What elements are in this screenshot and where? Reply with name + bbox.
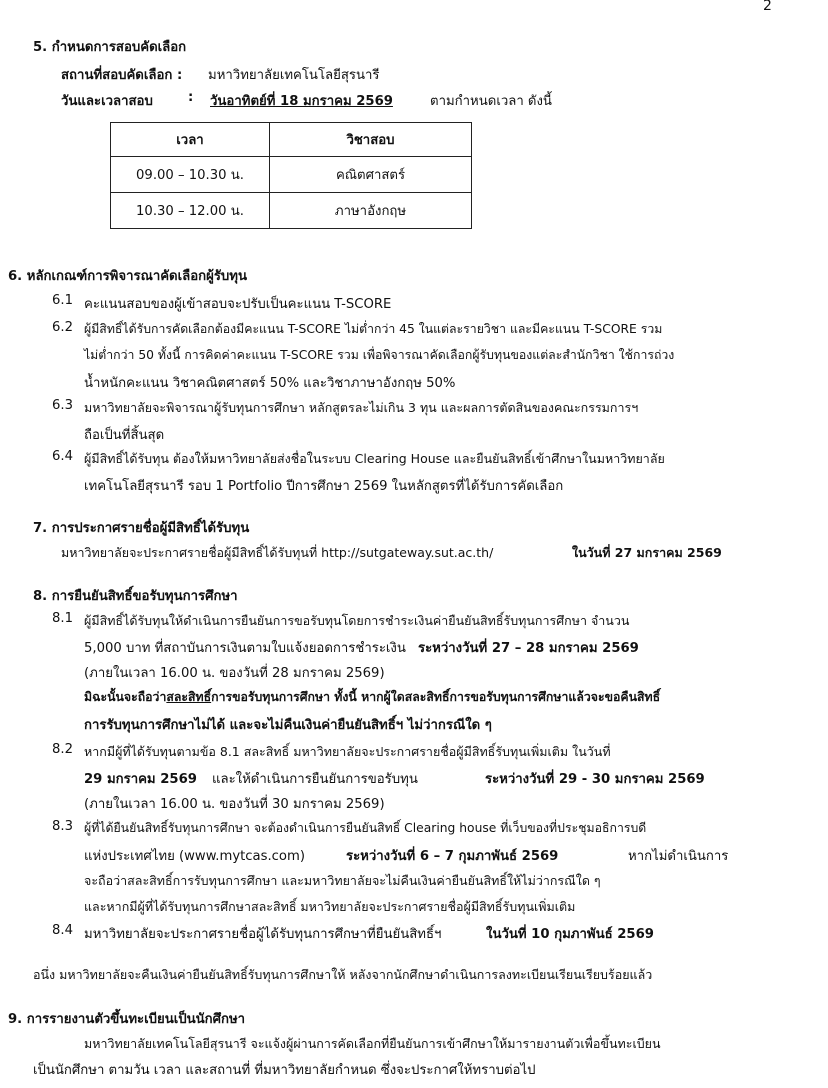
item-8-4-date: ในวันที่ 10 กุมภาพันธ์ 2569 xyxy=(486,927,654,942)
item-8-1-line-4 xyxy=(84,688,660,707)
item-8-1-number: 8.1 xyxy=(52,611,73,626)
item-6-4-number: 6.4 xyxy=(52,449,73,464)
announcement-text: มหาวิทยาลัยจะประกาศรายชื่อผู้มีสิทธิ์ได้รับทุนที่ http://sutgateway.sut.ac.th/ xyxy=(61,545,494,560)
exam-date-suffix: ตามกำหนดเวลา ดังนี้ xyxy=(430,94,552,109)
section-9-heading: 9. การรายงานตัวขึ้นทะเบียนเป็นนักศึกษา xyxy=(8,1012,246,1027)
item-8-1-line-2a: 5,000 บาท ที่สถาบันการเงินตามใบแจ้งยอดการชำระเงิน xyxy=(84,641,406,656)
item-8-2-line-2b: และให้ดำเนินการยืนยันการขอรับทุน xyxy=(212,772,418,787)
item-8-4-number: 8.4 xyxy=(52,923,73,938)
item-8-3-line-4: และหากมีผู้ที่ได้รับทุนการศึกษาสละสิทธิ์ มหาวิทยาลัยจะประกาศรายชื่อผู้มีสิทธิ์รับทุนเพิ่มเติม xyxy=(84,899,576,914)
table-row xyxy=(111,157,472,193)
item-8-4-text: มหาวิทยาลัยจะประกาศรายชื่อผู้ได้รับทุนการศึกษาที่ยืนยันสิทธิ์ฯ xyxy=(84,927,442,942)
section-7-heading: 7. การประกาศรายชื่อผู้มีสิทธิ์ได้รับทุน xyxy=(33,521,250,536)
section-6-heading: 6. หลักเกณฑ์การพิจารณาคัดเลือกผู้รับทุน xyxy=(8,269,247,284)
exam-date-label: วันและเวลาสอบ xyxy=(61,94,153,109)
item-6-1-number: 6.1 xyxy=(52,293,73,308)
section-8-heading: 8. การยืนยันสิทธิ์ขอรับทุนการศึกษา xyxy=(33,589,238,604)
item-6-4-line-2: เทคโนโลยีสุรนารี รอบ 1 Portfolio ปีการศึกษา 2569 ในหลักสูตรที่ได้รับการคัดเลือก xyxy=(84,479,564,494)
table-row xyxy=(111,193,472,229)
item-8-3-line-1: ผู้ที่ได้ยืนยันสิทธิ์รับทุนการศึกษา จะต้องดำเนินการยืนยันสิทธิ์ Clearing house ที่เว็บของที่ประชุมอธิการบดี xyxy=(84,821,647,835)
forfeit-warning-prefix: มิฉะนั้นจะถือว่า xyxy=(84,690,167,704)
item-6-2-line-1: ผู้มีสิทธิ์ได้รับการคัดเลือกต้องมีคะแนน T-SCORE ไม่ต่ำกว่า 45 ในแต่ละรายวิชา และมีคะแนน T-SCORE รวม xyxy=(84,322,663,336)
item-8-1-line-1: ผู้มีสิทธิ์ได้รับทุนให้ดำเนินการยืนยันการขอรับทุนโดยการชำระเงินค่ายืนยันสิทธิ์รับทุนการศึกษา จำนวน xyxy=(84,613,630,628)
item-6-4-line-1: ผู้มีสิทธิ์ได้รับทุน ต้องให้มหาวิทยาลัยส่งชื่อในระบบ Clearing House และยืนยันสิทธิ์เข้าศึกษาในมหาวิทยาลัย xyxy=(84,451,665,466)
forfeit-word: สละสิทธิ์ xyxy=(166,690,212,704)
page-number: 2 xyxy=(763,0,772,14)
item-8-3-line-2b: ระหว่างวันที่ 6 – 7 กุมภาพันธ์ 2569 xyxy=(346,849,559,864)
forfeit-warning-rest: การขอรับทุนการศึกษา ทั้งนี้ หากผู้ใดสละสิทธิ์การขอรับทุนการศึกษาแล้วจะขอคืนสิทธิ์ xyxy=(211,690,661,704)
exam-date-value: วันอาทิตย์ที่ 18 มกราคม 2569 xyxy=(210,94,393,109)
item-6-2-number: 6.2 xyxy=(52,320,73,335)
item-8-1-line-3: (ภายในเวลา 16.00 น. ของวันที่ 28 มกราคม 2569) xyxy=(84,666,385,681)
item-8-2-number: 8.2 xyxy=(52,742,73,757)
registration-line-2: เป็นนักศึกษา ตามวัน เวลา และสถานที่ ที่มหาวิทยาลัยกำหนด ซึ่งจะประกาศให้ทราบต่อไป xyxy=(33,1063,536,1078)
table-header-time: เวลา xyxy=(111,123,270,157)
table-header-subject: วิชาสอบ xyxy=(270,123,472,157)
exam-date-colon: : xyxy=(188,90,194,105)
table-cell-time: 10.30 – 12.00 น. xyxy=(111,193,270,229)
item-8-3-line-2c: หากไม่ดำเนินการ xyxy=(628,849,729,864)
item-8-2-line-2a: 29 มกราคม 2569 xyxy=(84,772,197,787)
announcement-date: ในวันที่ 27 มกราคม 2569 xyxy=(572,545,722,560)
item-6-1-text: คะแนนสอบของผู้เข้าสอบจะปรับเป็นคะแนน T-SCORE xyxy=(84,297,392,312)
table-cell-time: 09.00 – 10.30 น. xyxy=(111,157,270,193)
registration-line-1: มหาวิทยาลัยเทคโนโลยีสุรนารี จะแจ้งผู้ผ่านการคัดเลือกที่ยืนยันการเข้าศึกษาให้มารายงานตัวเพื่อขึ้นทะเบียน xyxy=(84,1036,661,1051)
item-8-2-line-1: หากมีผู้ที่ได้รับทุนตามข้อ 8.1 สละสิทธิ์ มหาวิทยาลัยจะประกาศรายชื่อผู้มีสิทธิ์รับทุนเพิ่มเติม ในวันที่ xyxy=(84,744,611,759)
item-8-2-line-2c: ระหว่างวันที่ 29 - 30 มกราคม 2569 xyxy=(485,772,705,787)
table-header-row xyxy=(111,123,472,157)
refund-note: อนึ่ง มหาวิทยาลัยจะคืนเงินค่ายืนยันสิทธิ์รับทุนการศึกษาให้ หลังจากนักศึกษาดำเนินการลงทะเบียนเรียนเรียบร้อยแล้ว xyxy=(33,967,653,982)
item-6-3-line-1: มหาวิทยาลัยจะพิจารณาผู้รับทุนการศึกษา หลักสูตรละไม่เกิน 3 ทุน และผลการตัดสินของคณะกรรมการฯ xyxy=(84,400,639,415)
item-6-3-line-2: ถือเป็นที่สิ้นสุด xyxy=(84,428,165,443)
item-6-2-line-2: ไม่ต่ำกว่า 50 ทั้งนี้ การคิดค่าคะแนน T-SCORE รวม เพื่อพิจารณาคัดเลือกผู้รับทุนของแต่ละสำนักวิชา ใช้การถ่วง xyxy=(84,348,675,362)
item-6-3-number: 6.3 xyxy=(52,398,73,413)
item-8-3-line-3: จะถือว่าสละสิทธิ์การรับทุนการศึกษา และมหาวิทยาลัยจะไม่คืนเงินค่ายืนยันสิทธิ์ให้ไม่ว่ากรณีใด ๆ xyxy=(84,873,601,888)
exam-schedule-table xyxy=(110,122,472,229)
table-cell-subject: ภาษาอังกฤษ xyxy=(270,193,472,229)
item-8-2-line-3: (ภายในเวลา 16.00 น. ของวันที่ 30 มกราคม 2569) xyxy=(84,797,385,812)
table-cell-subject: คณิตศาสตร์ xyxy=(270,157,472,193)
exam-venue-value: มหาวิทยาลัยเทคโนโลยีสุรนารี xyxy=(208,68,380,83)
item-8-1-line-5: การรับทุนการศึกษาไม่ได้ และจะไม่คืนเงินค่ายืนยันสิทธิ์ฯ ไม่ว่ากรณีใด ๆ xyxy=(84,718,492,733)
item-8-3-line-2a: แห่งประเทศไทย (www.mytcas.com) xyxy=(84,849,305,864)
item-6-2-line-3: น้ำหนักคะแนน วิชาคณิตศาสตร์ 50% และวิชาภาษาอังกฤษ 50% xyxy=(84,376,456,391)
item-8-1-line-2b: ระหว่างวันที่ 27 – 28 มกราคม 2569 xyxy=(418,641,639,656)
exam-venue-label: สถานที่สอบคัดเลือก : xyxy=(61,68,183,83)
section-5-heading: 5. กำหนดการสอบคัดเลือก xyxy=(33,40,187,55)
item-8-3-number: 8.3 xyxy=(52,819,73,834)
